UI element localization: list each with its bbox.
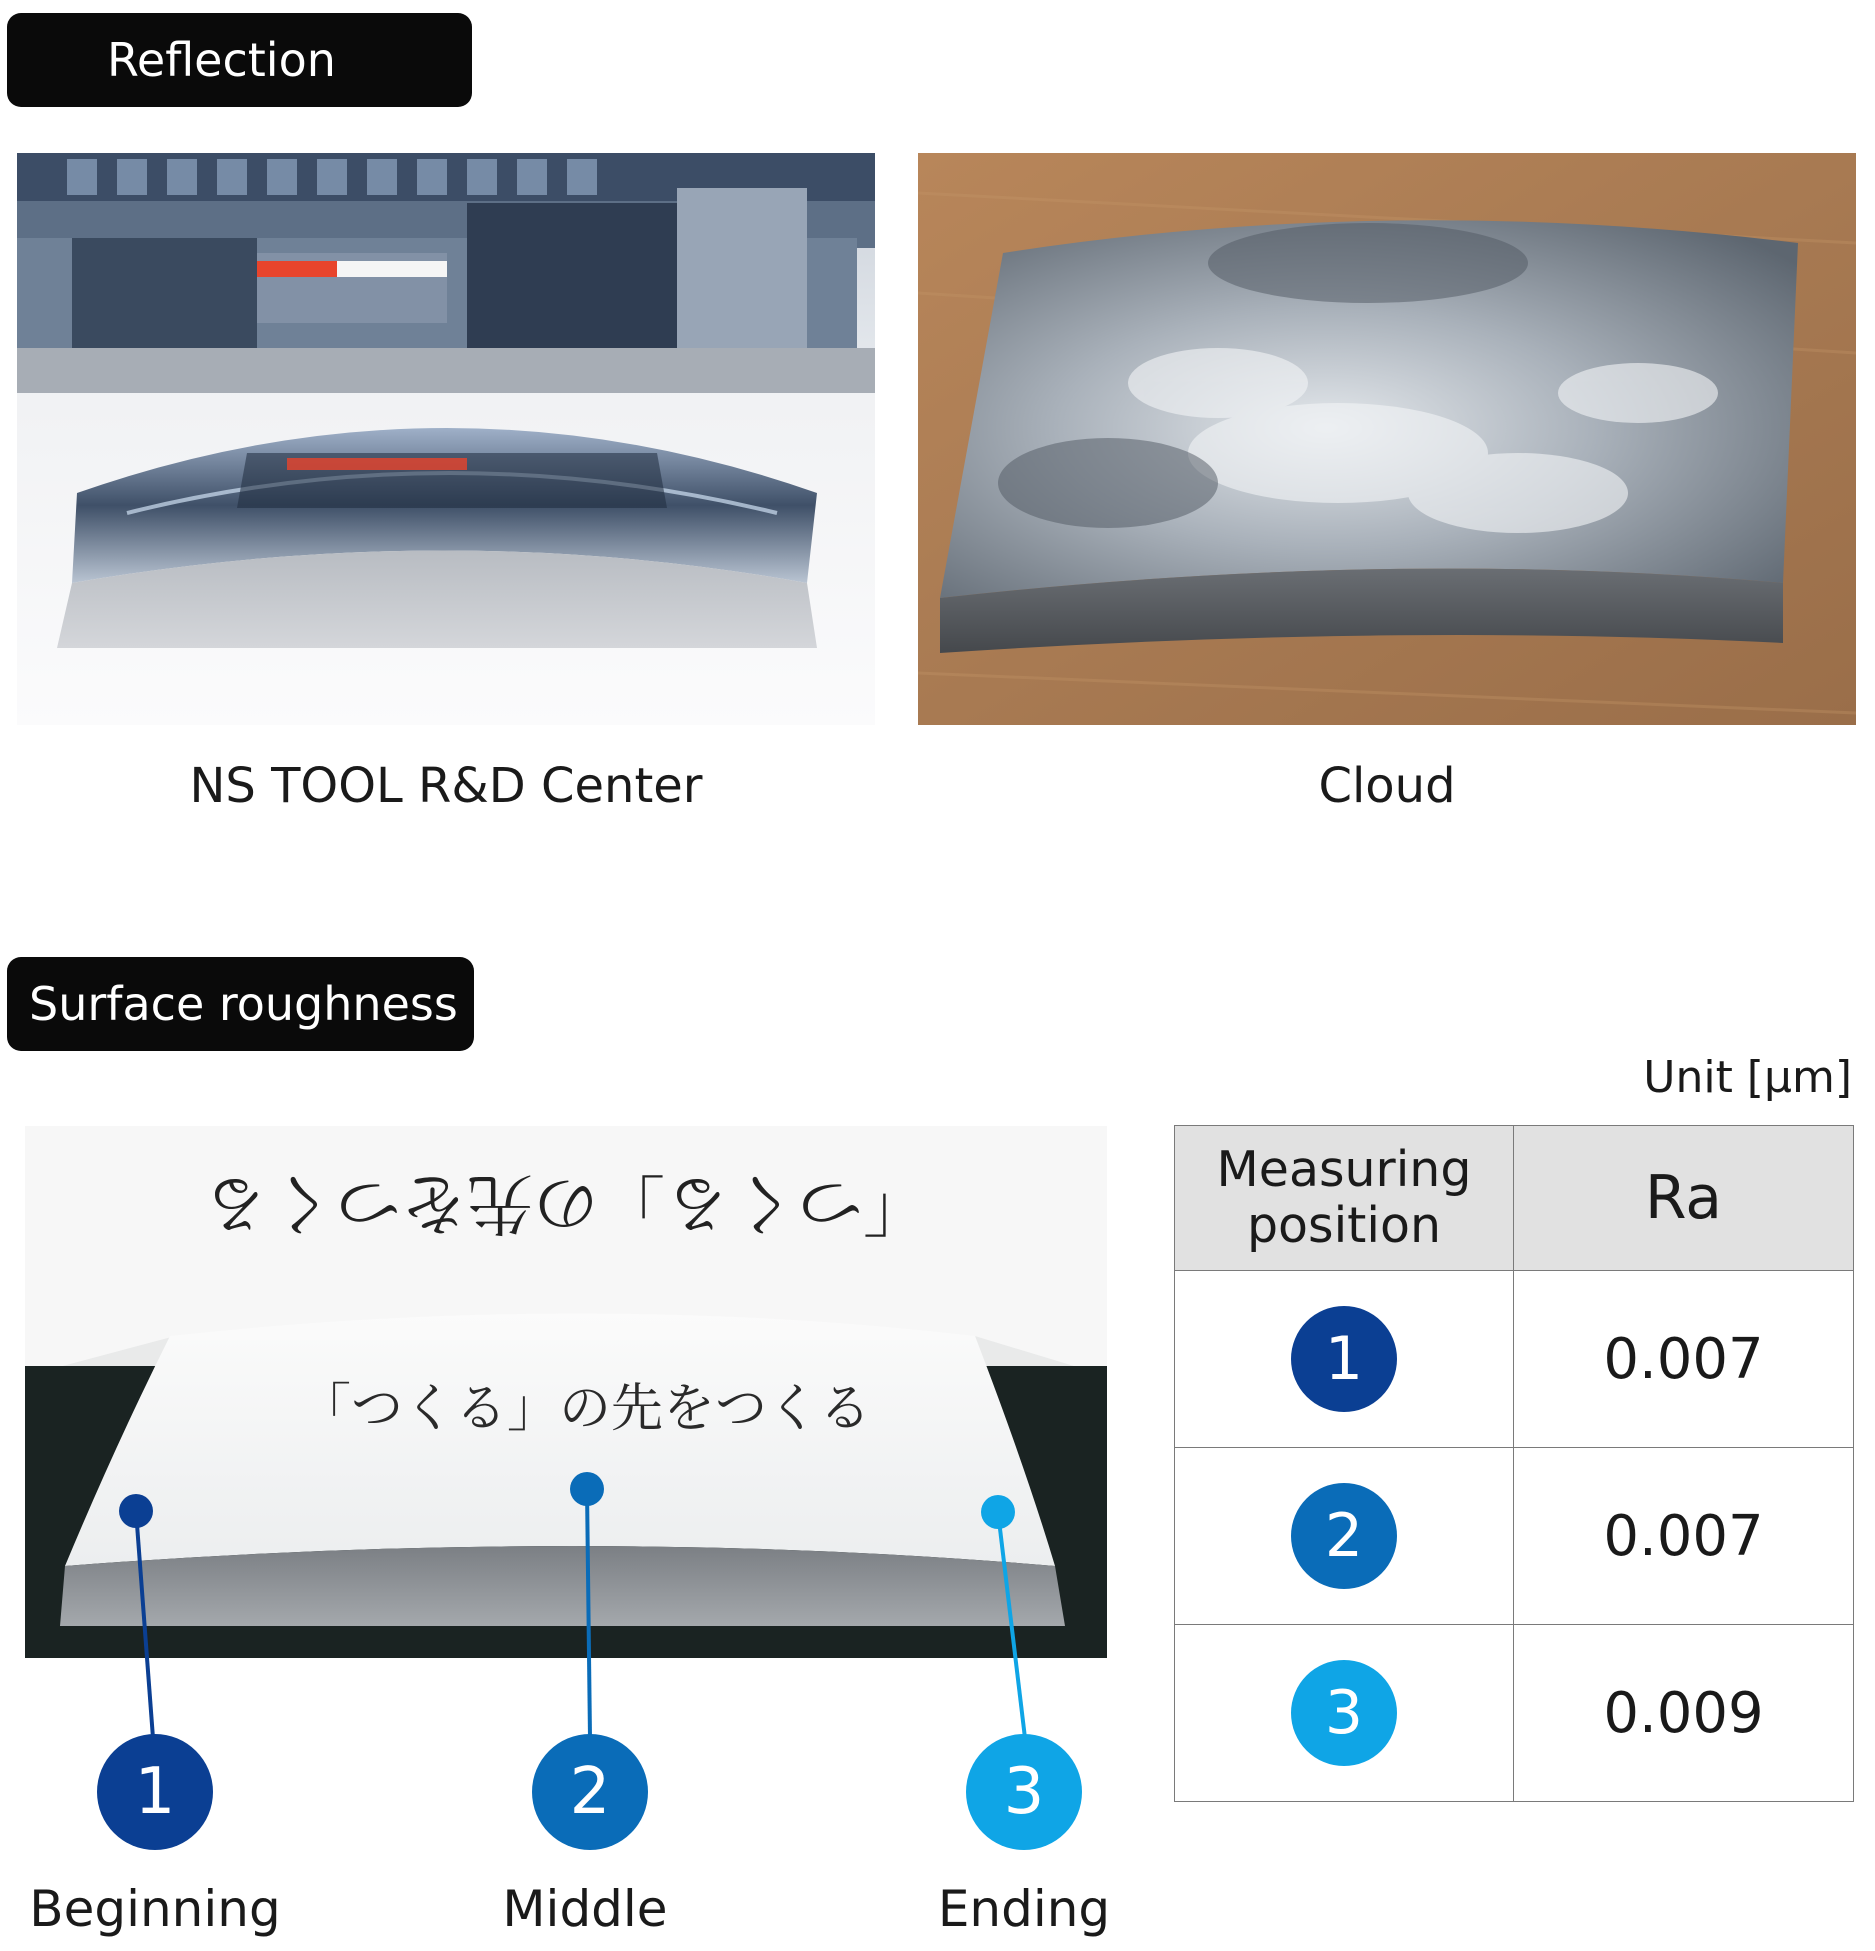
position-badge-3: 3 xyxy=(1291,1660,1397,1766)
position-badge-2: 2 xyxy=(1291,1483,1397,1589)
table-row xyxy=(1175,1448,1854,1625)
ra-value-cell: 0.007 xyxy=(1514,1271,1854,1448)
position-cell xyxy=(1175,1271,1514,1448)
position-cell xyxy=(1175,1625,1514,1802)
table-row xyxy=(1175,1625,1854,1802)
position-cell xyxy=(1175,1448,1514,1625)
position-marker-2: 2 xyxy=(532,1734,648,1850)
ra-value-cell: 0.009 xyxy=(1514,1625,1854,1802)
engraved-text-mirror: 「つくる」の先をつくる xyxy=(203,1165,929,1242)
table-header-row xyxy=(1175,1126,1854,1271)
position-badge-1: 1 xyxy=(1291,1306,1397,1412)
ra-value-cell: 0.007 xyxy=(1514,1448,1854,1625)
position-marker-3: 3 xyxy=(966,1734,1082,1850)
header-ra: Ra xyxy=(1514,1126,1854,1271)
reflection-photo-building xyxy=(17,153,875,725)
caption-cloud: Cloud xyxy=(1318,758,1456,814)
position-label-beginning: Beginning xyxy=(29,1880,281,1938)
header-measuring-position: Measuring position xyxy=(1175,1126,1514,1271)
table-row xyxy=(1175,1271,1854,1448)
engraved-text-reflection: 「つくる」の先をつくる xyxy=(298,1379,872,1439)
position-marker-1: 1 xyxy=(97,1734,213,1850)
reflection-photo-cloud xyxy=(918,153,1856,725)
position-label-middle: Middle xyxy=(502,1880,668,1938)
caption-building: NS TOOL R&D Center xyxy=(189,758,703,814)
section-title-reflection: Reflection xyxy=(7,13,472,107)
surface-photo xyxy=(25,1126,1107,1658)
position-label-ending: Ending xyxy=(937,1880,1111,1938)
section-title-surface-roughness: Surface roughness xyxy=(7,957,474,1051)
roughness-table xyxy=(1174,1125,1854,1802)
unit-label: Unit [μm] xyxy=(1643,1052,1852,1103)
